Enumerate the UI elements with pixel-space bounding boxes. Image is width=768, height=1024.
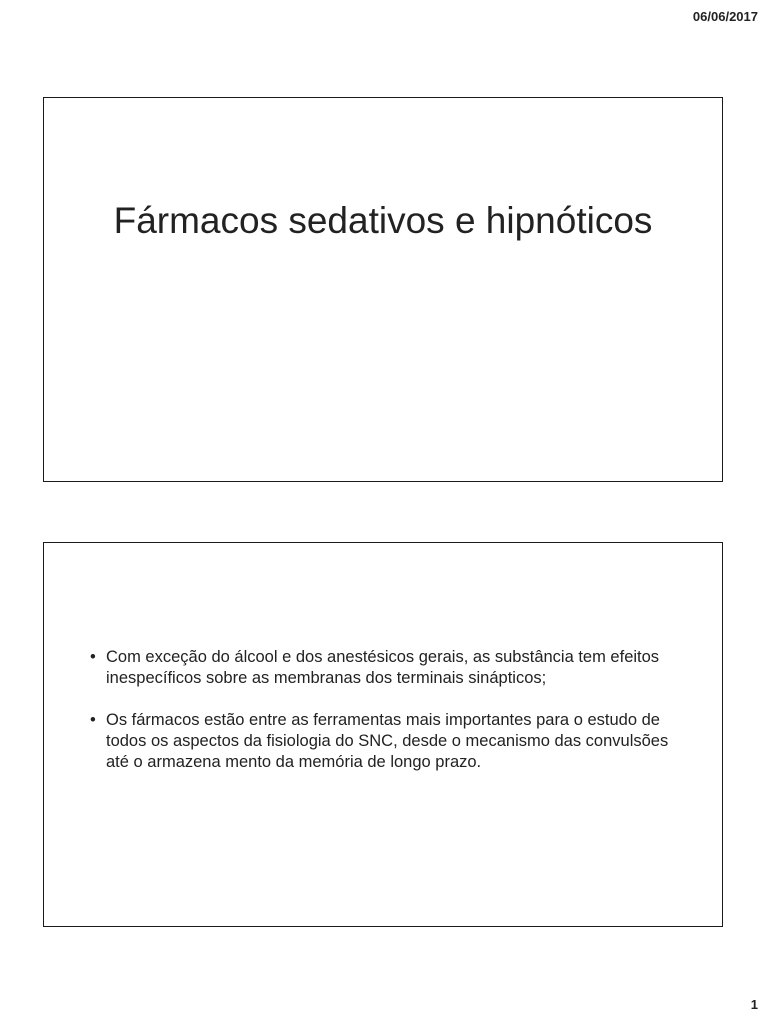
page-number: 1: [750, 997, 758, 1012]
bullet-text: Os fármacos estão entre as ferramentas mais importantes para o estudo de todos os aspectos da fisiologia do SNC, desde o mecanismo das convulsões até o armazena mento da memória de longo prazo.: [106, 711, 669, 771]
slide-1: [43, 97, 723, 482]
bullet-list: [88, 647, 692, 794]
bullet-text: Com exceção do álcool e dos anestésicos gerais, as substância tem efeitos inespecíficos sobre as membranas dos terminais sinápticos;: [106, 648, 660, 687]
bullet-item: [88, 647, 692, 689]
page-date: 06/06/2017: [692, 9, 758, 24]
slide-title: Fármacos sedativos e hipnóticos: [113, 200, 653, 241]
bullet-dot-icon: •: [90, 711, 96, 729]
bullet-item: [88, 710, 692, 773]
bullet-dot-icon: •: [90, 648, 96, 666]
slide-2: [43, 542, 723, 927]
